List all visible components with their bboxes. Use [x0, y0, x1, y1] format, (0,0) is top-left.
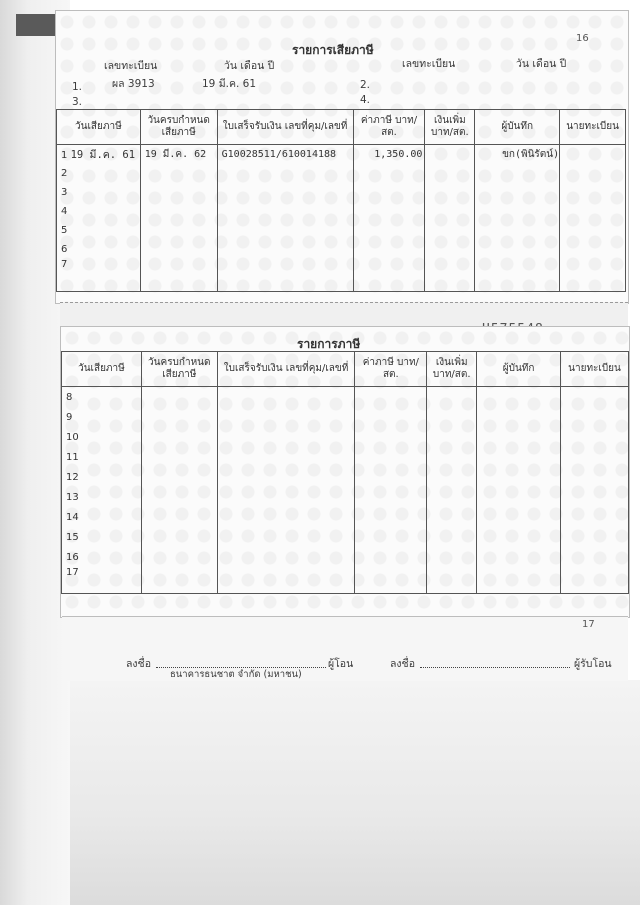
row-number: 10 [62, 427, 142, 447]
table-row [57, 183, 626, 202]
binding-tab [16, 14, 56, 36]
table-row [62, 507, 629, 527]
col-header: วันครบกำหนด เสียภาษี [141, 352, 217, 387]
reg-label-right: เลขทะเบียน [402, 58, 456, 70]
col-header: เงินเพิ่ม บาท/สต. [425, 110, 475, 145]
table-row [57, 145, 626, 165]
section-title: รายการภาษี [297, 337, 361, 351]
row-number: 16 [62, 547, 142, 567]
page-number: 16 [576, 33, 589, 44]
row-number: 6 [57, 240, 141, 259]
date-label-left: วัน เดือน ปี [224, 60, 275, 72]
row-number: 5 [57, 221, 141, 240]
transferor-label: ผู้โอน [328, 658, 354, 670]
col-header: ผู้บันทึก [477, 352, 561, 387]
sign-label: ลงชื่อ [390, 658, 415, 670]
section-title: รายการเสียภาษี [292, 43, 374, 57]
pay-date: 19 มี.ค. 61 [70, 149, 136, 161]
col-header: วันครบกำหนด เสียภาษี [140, 110, 217, 145]
row-number: 17 [62, 567, 142, 594]
col-header: ผู้บันทึก [475, 110, 560, 145]
row-number: 7 [57, 259, 141, 292]
reg-entry-no: 1. [72, 81, 83, 93]
date-label-right: วัน เดือน ปี [516, 58, 567, 70]
col-header: ใบเสร็จรับเงิน เลขที่คุม/เลขที่ [217, 352, 355, 387]
table-header-row [62, 352, 629, 387]
surcharge [425, 145, 475, 165]
table-row [62, 427, 629, 447]
transferee-label: ผู้รับโอน [574, 658, 612, 670]
reg-entry-date: 19 มี.ค. 61 [202, 78, 257, 90]
table-row [62, 547, 629, 567]
row-number: 9 [62, 407, 142, 427]
table-row [57, 259, 626, 292]
transferee-signature-line [420, 667, 570, 668]
row-number: 12 [62, 467, 142, 487]
col-header: วันเสียภาษี [62, 352, 142, 387]
scan-bottom-area [70, 680, 640, 905]
row-number: 8 [62, 387, 142, 408]
tax-table-top [56, 109, 626, 292]
tax-record-page-top [55, 10, 629, 304]
row-number: 11 [62, 447, 142, 467]
page-number: 17 [582, 619, 595, 630]
due-date: 19 มี.ค. 62 [140, 145, 217, 165]
table-row [57, 164, 626, 183]
table-row [62, 527, 629, 547]
row-number: 3 [57, 183, 141, 202]
table-row [62, 407, 629, 427]
row-number: 13 [62, 487, 142, 507]
signature-strip [62, 616, 628, 681]
row-number: 1 [61, 150, 68, 161]
table-row [57, 240, 626, 259]
col-header: ค่าภาษี บาท/สต. [353, 110, 425, 145]
table-row [57, 221, 626, 240]
sign-label: ลงชื่อ [126, 658, 151, 670]
table-row [62, 467, 629, 487]
table-row [62, 387, 629, 408]
reg-entry-value: ผล 3913 [112, 78, 155, 90]
row-number: 2 [57, 164, 141, 183]
registrar [560, 145, 626, 165]
col-header: เงินเพิ่ม บาท/สต. [427, 352, 477, 387]
row-number: 4 [57, 202, 141, 221]
reg-entry-no: 4. [360, 94, 371, 106]
row-number: 14 [62, 507, 142, 527]
tax-amount: 1,350.00 [353, 145, 425, 165]
reg-entry-no: 3. [72, 96, 83, 108]
col-header: วันเสียภาษี [57, 110, 141, 145]
table-row [62, 567, 629, 594]
table-header-row [57, 110, 626, 145]
col-header: นายทะเบียน [561, 352, 629, 387]
table-row [62, 487, 629, 507]
recorder: ขก(พินิรัตน์) [475, 145, 560, 165]
table-row [57, 202, 626, 221]
tax-table-bottom [61, 351, 629, 594]
reg-label-left: เลขทะเบียน [104, 60, 158, 72]
reg-entry-no: 2. [360, 79, 371, 91]
bank-name: ธนาคารธนชาต จำกัด (มหาชน) [170, 669, 302, 680]
col-header: ใบเสร็จรับเงิน เลขที่คุม/เลขที่ [217, 110, 353, 145]
row-number: 15 [62, 527, 142, 547]
col-header: นายทะเบียน [560, 110, 626, 145]
receipt-number: G10028511/610014188 [217, 145, 353, 165]
col-header: ค่าภาษี บาท/สต. [355, 352, 427, 387]
tax-record-page-bottom [60, 326, 630, 618]
table-row [62, 447, 629, 467]
